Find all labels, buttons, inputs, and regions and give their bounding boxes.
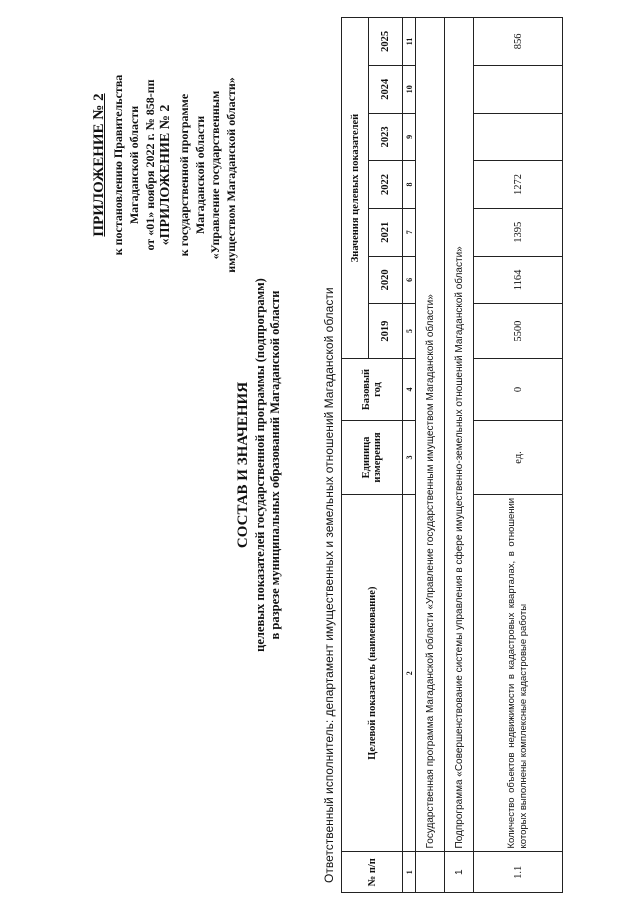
- header-values-group: Значения целевых показателей: [342, 18, 369, 359]
- row-value-2025: 856: [474, 18, 563, 66]
- program-appendix-line: «Управление государственным: [208, 90, 222, 260]
- header-year: 2019: [369, 304, 403, 359]
- document-title-line: целевых показателей государственной программы (подпрограмм): [253, 278, 267, 652]
- column-number: 1: [403, 852, 416, 893]
- program-appendix-line: к государственной программе: [177, 93, 191, 257]
- program-appendix-line: Магаданской области: [192, 115, 207, 235]
- subprogram-row: [445, 18, 474, 893]
- row-value-2024: [474, 65, 563, 113]
- appendix-line: к постановлению Правительства: [111, 74, 125, 256]
- header-year: 2023: [369, 113, 403, 161]
- indicators-table: [341, 17, 563, 893]
- document-title-line: в разрезе муниципальных образований Магаданской области: [268, 290, 282, 640]
- responsible-executor: Ответственный исполнитель: департамент имущественных и земельных отношений Магаданской области: [322, 287, 336, 883]
- subprogram-row-text: Подпрограмма «Совершенствование системы управления в сфере имущественно-земельных отношений Магаданской области»: [445, 18, 474, 852]
- header-indicator: Целевой показатель (наименование): [342, 494, 403, 852]
- program-row: [416, 18, 445, 893]
- column-number: 4: [403, 359, 416, 421]
- column-number: 2: [403, 494, 416, 852]
- program-row-num: [416, 852, 445, 893]
- table-row: [474, 18, 563, 893]
- header-base-year: Базовый год: [342, 359, 403, 421]
- program-appendix-title: «ПРИЛОЖЕНИЕ № 2: [158, 104, 173, 246]
- row-indicator-name: Количество объектов недвижимости в кадастровых кварталах, в отношении которых выполнены комплексные кадастровые работы: [474, 494, 563, 852]
- header-year: 2021: [369, 208, 403, 256]
- row-value-2023: [474, 113, 563, 161]
- subprogram-row-num: 1: [445, 852, 474, 893]
- appendix-header: [88, 25, 158, 305]
- program-appendix-header: [155, 25, 239, 325]
- column-number: 7: [403, 208, 416, 256]
- document-title-main: СОСТАВ И ЗНАЧЕНИЯ: [235, 381, 251, 549]
- column-number: 5: [403, 304, 416, 359]
- row-value-2020: 1164: [474, 256, 563, 304]
- appendix-line: от «01» ноября 2022 г. № 858-пп: [143, 79, 157, 251]
- row-base-value: 0: [474, 359, 563, 421]
- column-number: 11: [403, 18, 416, 66]
- program-row-text: Государственная программа Магаданской области «Управление государственным имуществом Магаданской области»: [416, 18, 445, 852]
- header-year: 2022: [369, 161, 403, 209]
- row-value-2019: 5500: [474, 304, 563, 359]
- header-num: № п/п: [342, 852, 403, 893]
- header-year: 2024: [369, 65, 403, 113]
- row-num: 1.1: [474, 852, 563, 893]
- column-number: 8: [403, 161, 416, 209]
- header-year: 2025: [369, 18, 403, 66]
- header-year: 2020: [369, 256, 403, 304]
- column-number: 9: [403, 113, 416, 161]
- column-number: 3: [403, 421, 416, 495]
- row-value-2022: 1272: [474, 161, 563, 209]
- column-number-row: [403, 18, 416, 893]
- header-unit: Единица измерения: [342, 421, 403, 495]
- document-title: [233, 185, 283, 745]
- column-number: 6: [403, 256, 416, 304]
- table-header-row: [342, 18, 369, 893]
- program-appendix-line: имуществом Магаданской области»: [223, 77, 238, 273]
- row-unit: ед.: [474, 421, 563, 495]
- column-number: 10: [403, 65, 416, 113]
- row-value-2021: 1395: [474, 208, 563, 256]
- appendix-title: ПРИЛОЖЕНИЕ № 2: [91, 93, 107, 237]
- appendix-line: Магаданской области: [127, 105, 141, 225]
